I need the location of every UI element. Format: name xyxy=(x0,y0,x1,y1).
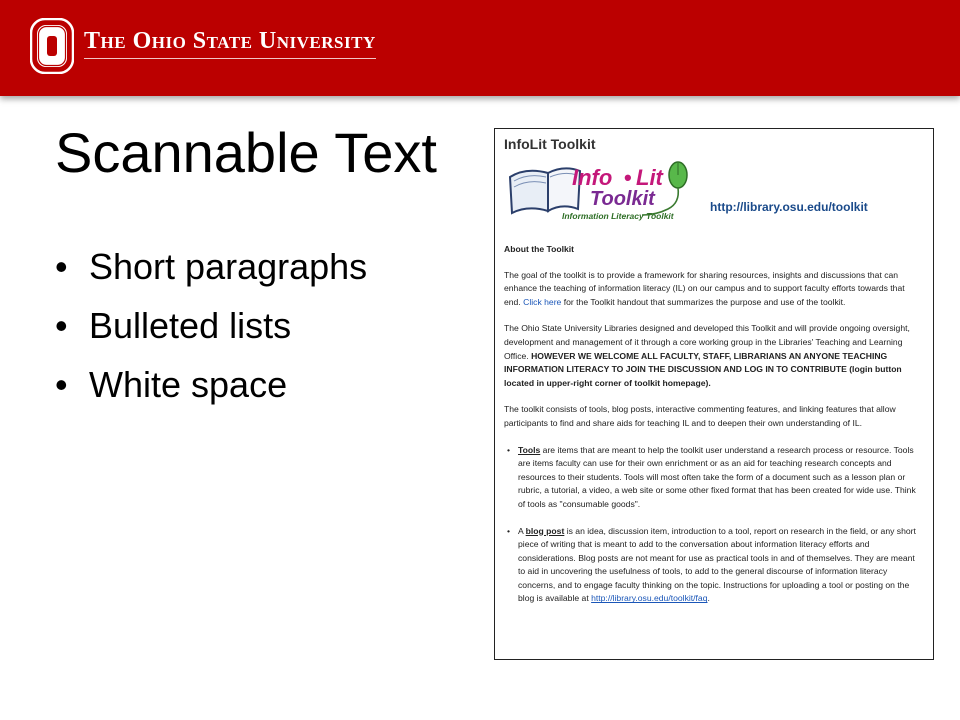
blog-post-term-link[interactable]: blog post xyxy=(525,525,565,536)
university-banner xyxy=(0,0,960,96)
bullet-icon: • xyxy=(55,246,68,287)
slide-title: Scannable Text xyxy=(55,121,437,184)
toolkit-list xyxy=(504,444,922,607)
logo-word-lit: Lit xyxy=(636,165,663,190)
bullet-text: Short paragraphs xyxy=(89,246,368,287)
item-text: are items that are meant to help the toolkit user understand a research process or resource. Tools are items faculty can use for their own enrichment or as an aid for teaching research concepts and resources to their students. Tools will most often take the form of a document such as a lesson plan or rubric, a tutorial, a video, a web site or some other fixed format that has been created for wide use. Think of tools as "consumable goods". xyxy=(518,444,916,509)
item-suffix: . xyxy=(707,593,710,604)
paragraph-libraries xyxy=(504,322,922,390)
university-name: The Ohio State University xyxy=(84,28,376,54)
toolkit-logo-row xyxy=(504,159,922,229)
block-o-icon xyxy=(30,18,74,74)
bullet-icon: • xyxy=(55,305,68,346)
tools-term-link[interactable]: Tools xyxy=(518,444,541,455)
libraries-text: The Ohio State University Libraries designed and developed this Toolkit and will provide ongoing oversight, development and management of it through a core working group in the Libraries' Teaching and Learning Office. xyxy=(504,323,910,361)
welcome-text: HOWEVER WE WELCOME ALL FACULTY, STAFF, LIBRARIANS AN ANYONE TEACHING INFORMATION LITERACY TO JOIN THE DISCUSSION AND LOG IN TO CONTRIBUTE (login button located in upper-right corner of toolkit homepage). xyxy=(504,350,902,388)
list-item xyxy=(504,444,922,512)
faq-link[interactable]: http://library.osu.edu/toolkit/faq xyxy=(591,593,708,604)
university-name-underline xyxy=(84,58,376,59)
list-bullet-icon: • xyxy=(507,525,511,536)
bullet-item xyxy=(55,246,367,305)
bullet-item xyxy=(55,305,367,364)
paragraph-consists: The toolkit consists of tools, blog posts, interactive commenting features, and linking features that allow participants to find and share aids for teaching IL and to deepen their own understanding of IL. xyxy=(504,404,896,428)
list-item xyxy=(504,525,922,607)
item-text: is an idea, discussion item, introduction to a tool, report on research in the field, or any short piece of writing that is meant to add to the conversation about information literacy efforts and considerations. Blog posts are not meant for use as practical tools in and of themselves. They are meant to aid in uncovering the usefulness of tools, to add to the general discourse of information literacy concerns, and to engage faculty thinking on the topic. Instructions for uploading a tool or posting on the blog is available at xyxy=(518,525,916,604)
bullet-icon: • xyxy=(55,364,68,405)
click-here-link[interactable]: Click here xyxy=(523,296,562,307)
logo-tagline: Information Literacy Toolkit xyxy=(562,211,674,221)
infolit-logo xyxy=(506,159,692,225)
logo-word-info: Info xyxy=(572,165,613,190)
goal-text: The goal of the toolkit is to provide a framework for sharing resources, insights and discussions that can enhance the teaching of information literacy (IL) on our campus and to support faculty efforts towards that end. xyxy=(504,269,905,307)
item-prefix: A xyxy=(518,525,526,536)
list-bullet-icon: • xyxy=(507,444,511,455)
about-heading: About the Toolkit xyxy=(504,244,575,254)
bullet-item xyxy=(55,364,367,423)
bullet-text: White space xyxy=(89,364,288,405)
toolkit-url-link[interactable]: http://library.osu.edu/toolkit xyxy=(710,200,868,214)
logo-word-toolkit: Toolkit xyxy=(590,188,655,210)
bullet-list xyxy=(55,246,367,423)
bullet-text: Bulleted lists xyxy=(89,305,292,346)
paragraph-goal xyxy=(504,269,922,310)
goal-text-end: for the Toolkit handout that summarizes the purpose and use of the toolkit. xyxy=(561,296,846,307)
logo-dot: • xyxy=(624,165,632,190)
toolkit-screenshot xyxy=(494,128,934,660)
book-icon xyxy=(510,168,580,213)
toolkit-header: InfoLit Toolkit xyxy=(504,136,596,152)
